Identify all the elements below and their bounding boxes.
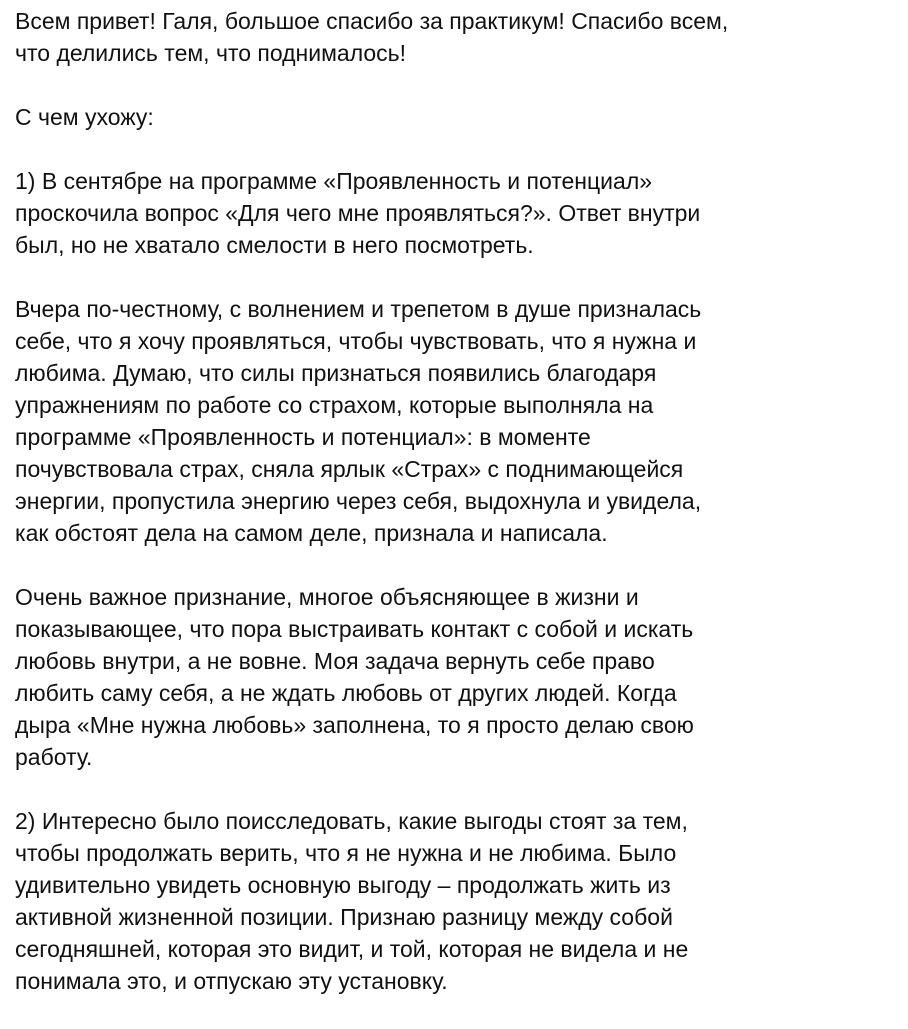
text-line: любима. Думаю, что силы признаться появились благодаря	[15, 360, 657, 386]
paragraph-important	[15, 581, 895, 773]
paragraph-yesterday	[15, 293, 895, 549]
paragraph-point-2	[15, 805, 895, 997]
text-line: Всем привет! Галя, большое спасибо за практикум! Спасибо всем,	[15, 8, 729, 34]
text-line: сегодняшней, которая это видит, и той, которая не видела и не	[15, 936, 689, 962]
text-line: С чем ухожу:	[15, 104, 154, 130]
text-line: работу.	[15, 744, 93, 770]
paragraph-point-1	[15, 165, 895, 261]
text-line: Очень важное признание, многое объясняющее в жизни и	[15, 584, 639, 610]
text-line: дыра «Мне нужна любовь» заполнена, то я просто делаю свою	[15, 712, 694, 738]
text-line: упражнениям по работе со страхом, которые выполняла на	[15, 392, 654, 418]
text-line: энергии, пропустила энергию через себя, выдохнула и увидела,	[15, 488, 702, 514]
text-line: почувствовала страх, сняла ярлык «Страх» с поднимающейся	[15, 456, 684, 482]
text-line: себе, что я хочу проявляться, чтобы чувствовать, что я нужна и	[15, 328, 697, 354]
text-line: удивительно увидеть основную выгоду – продолжать жить из	[15, 872, 671, 898]
message-text	[15, 5, 895, 1029]
text-line: что делились тем, что поднималось!	[15, 40, 407, 66]
text-line: программе «Проявленность и потенциал»: в моменте	[15, 424, 591, 450]
paragraph-greeting	[15, 5, 895, 69]
text-line: активной жизненной позиции. Признаю разницу между собой	[15, 904, 673, 930]
text-line: чтобы продолжать верить, что я не нужна и не любима. Было	[15, 840, 677, 866]
text-line: 1) В сентябре на программе «Проявленность и потенциал»	[15, 168, 653, 194]
paragraph-intro	[15, 101, 895, 133]
text-line: любить саму себя, а не ждать любовь от других людей. Когда	[15, 680, 677, 706]
text-line: проскочила вопрос «Для чего мне проявляться?». Ответ внутри	[15, 200, 701, 226]
text-line: 2) Интересно было поисследовать, какие выгоды стоят за тем,	[15, 808, 688, 834]
text-line: был, но не хватало смелости в него посмотреть.	[15, 232, 534, 258]
text-line: понимала это, и отпускаю эту установку.	[15, 968, 448, 994]
text-line: как обстоят дела на самом деле, признала и написала.	[15, 520, 608, 546]
text-line: любовь внутри, а не вовне. Моя задача вернуть себе право	[15, 648, 655, 674]
text-line: Вчера по-честному, с волнением и трепетом в душе призналась	[15, 296, 702, 322]
text-line: показывающее, что пора выстраивать контакт с собой и искать	[15, 616, 694, 642]
